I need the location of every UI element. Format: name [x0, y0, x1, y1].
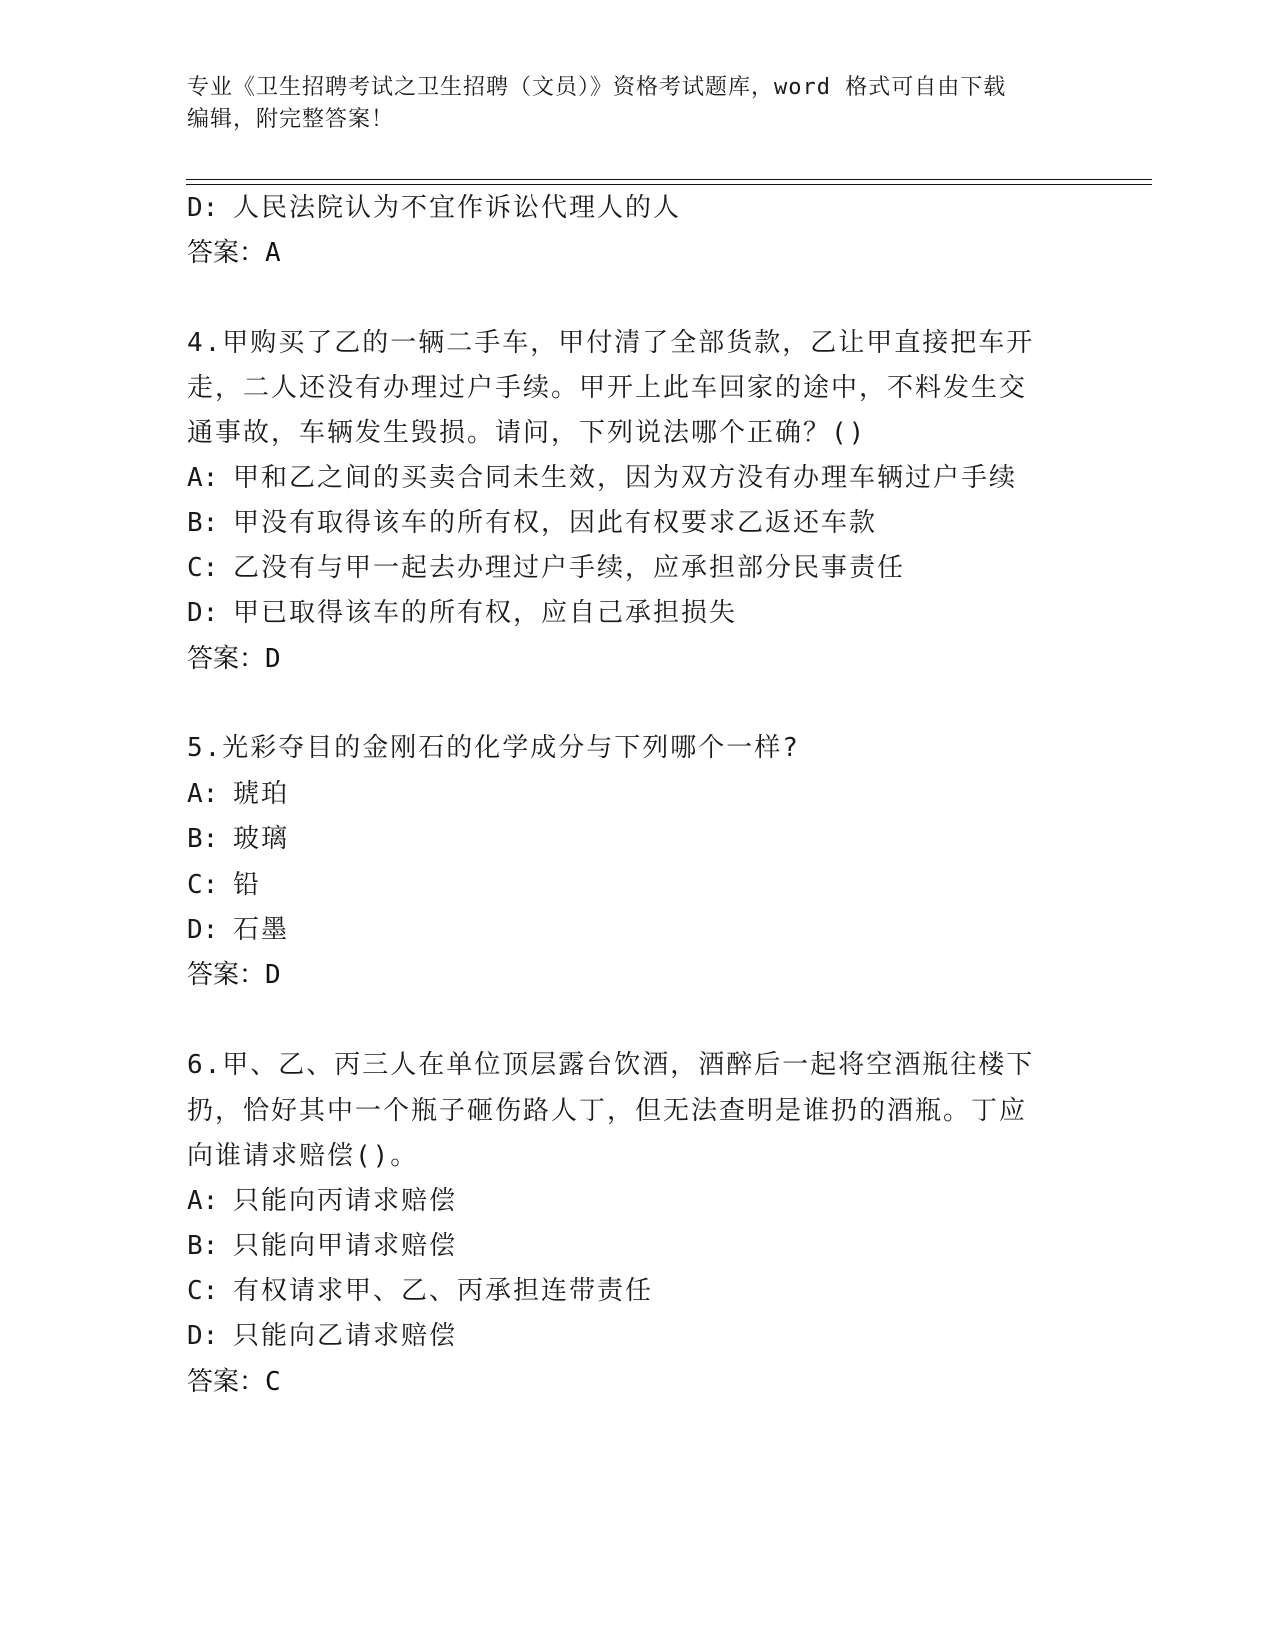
option-letter: A: — [187, 779, 219, 809]
answer-value: A — [265, 238, 281, 268]
answer-value: D — [265, 960, 281, 990]
q4-option-a — [187, 461, 1017, 495]
q5-answer — [187, 958, 281, 992]
option-letter: D: — [187, 1321, 219, 1351]
option-letter: A: — [187, 1186, 219, 1216]
q3-answer — [187, 236, 281, 270]
q5-option-c — [187, 868, 261, 902]
option-letter: A: — [187, 463, 219, 493]
option-text: 甲和乙之间的买卖合同未生效，因为双方没有办理车辆过户手续 — [233, 463, 1018, 493]
option-letter: D: — [187, 915, 219, 945]
q4-option-b — [187, 506, 877, 540]
option-text: 甲没有取得该车的所有权，因此有权要求乙返还车款 — [233, 508, 878, 538]
q4-stem-line-3: 通事故，车辆发生毁损。请问，下列说法哪个正确？() — [187, 418, 867, 448]
q5-option-b — [187, 822, 289, 856]
option-text: 只能向乙请求赔偿 — [233, 1321, 458, 1351]
header-divider-bottom — [186, 184, 1152, 185]
q5-stem-line-1: 5.光彩夺目的金刚石的化学成分与下列哪个一样? — [187, 733, 800, 763]
option-text: 人民法院认为不宜作诉讼代理人的人 — [233, 193, 682, 223]
option-letter: C: — [187, 870, 219, 900]
q6-stem-line-1: 6.甲、乙、丙三人在单位顶层露台饮酒，酒醉后一起将空酒瓶往楼下 — [187, 1050, 1035, 1080]
option-letter: C: — [187, 553, 219, 583]
option-letter: D: — [187, 193, 219, 223]
option-letter: B: — [187, 824, 219, 854]
option-text: 琥珀 — [233, 779, 290, 809]
answer-label: 答案： — [187, 960, 266, 990]
option-letter: B: — [187, 1231, 219, 1261]
q5-option-a — [187, 777, 289, 811]
answer-label: 答案： — [187, 644, 266, 674]
option-text: 甲已取得该车的所有权，应自己承担损失 — [233, 598, 738, 628]
q6-stem-line-2: 扔，恰好其中一个瓶子砸伤路人丁，但无法查明是谁扔的酒瓶。丁应 — [187, 1096, 1028, 1126]
q6-answer — [187, 1365, 281, 1399]
answer-label: 答案： — [187, 1367, 266, 1397]
q4-stem-line-1: 4.甲购买了乙的一辆二手车，甲付清了全部货款，乙让甲直接把车开 — [187, 328, 1035, 358]
header-line-2: 编辑，附完整答案！ — [187, 107, 395, 132]
answer-value: D — [265, 644, 281, 674]
q6-option-a — [187, 1184, 457, 1218]
q6-option-d — [187, 1319, 457, 1353]
option-text: 只能向甲请求赔偿 — [233, 1231, 458, 1261]
q4-option-d — [187, 596, 737, 630]
option-letter: D: — [187, 598, 219, 628]
q4-answer — [187, 642, 281, 676]
q5-option-d — [187, 913, 289, 947]
q6-stem-line-3: 向谁请求赔偿()。 — [187, 1141, 419, 1171]
document-header — [187, 72, 1067, 136]
header-divider-top — [186, 179, 1152, 180]
q6-option-c — [187, 1274, 653, 1308]
option-text: 只能向丙请求赔偿 — [233, 1186, 458, 1216]
option-text: 石墨 — [233, 915, 290, 945]
q4-stem-line-2: 走，二人还没有办理过户手续。甲开上此车回家的途中，不料发生交 — [187, 373, 1028, 403]
answer-label: 答案： — [187, 238, 266, 268]
option-text: 玻璃 — [233, 824, 290, 854]
option-text: 乙没有与甲一起去办理过户手续，应承担部分民事责任 — [233, 553, 906, 583]
option-text: 有权请求甲、乙、丙承担连带责任 — [233, 1276, 654, 1306]
option-text: 铅 — [233, 870, 262, 900]
q6-option-b — [187, 1229, 457, 1263]
option-letter: C: — [187, 1276, 219, 1306]
q4-option-c — [187, 551, 905, 585]
q3-option-d — [187, 191, 681, 225]
header-line-1: 专业《卫生招聘考试之卫生招聘（文员）》资格考试题库，word 格式可自由下载 — [187, 75, 1007, 100]
option-letter: B: — [187, 508, 219, 538]
answer-value: C — [265, 1367, 281, 1397]
